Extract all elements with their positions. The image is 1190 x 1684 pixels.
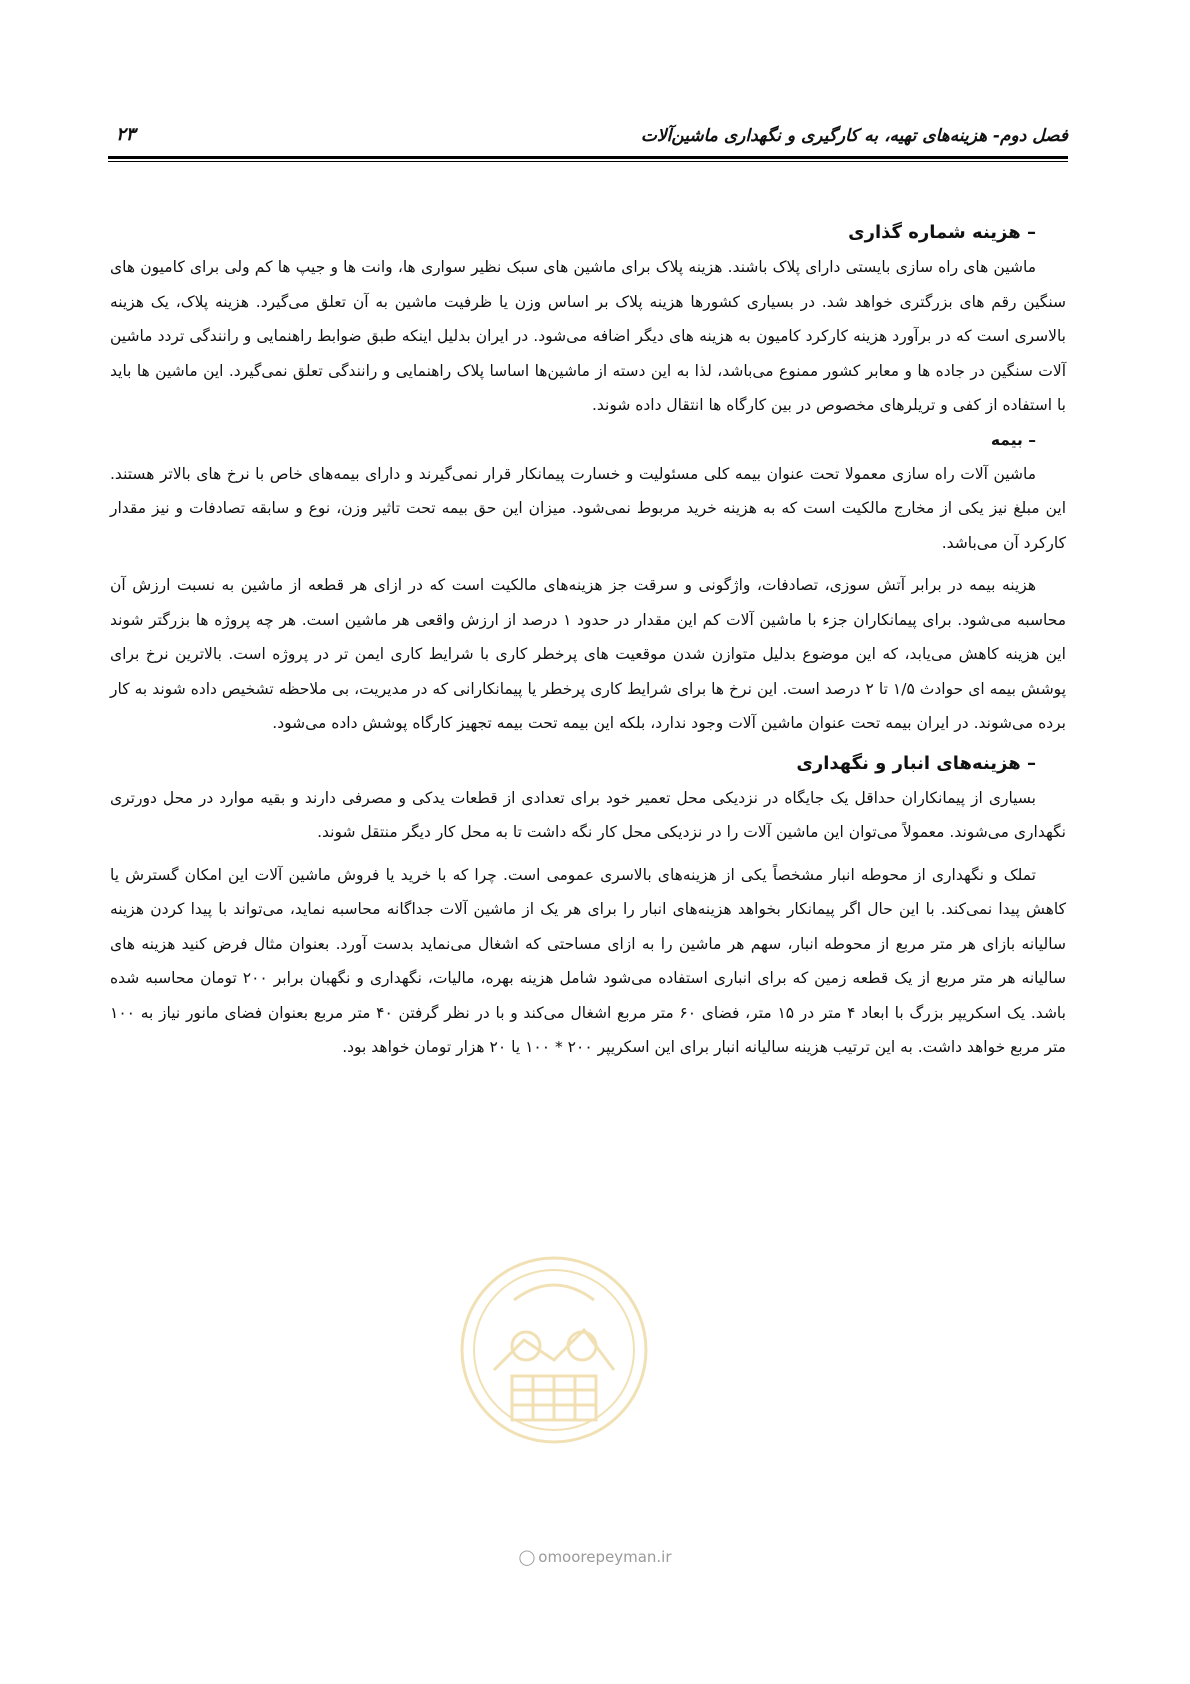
section-heading-plate: – هزینه شماره گذاری bbox=[848, 222, 1036, 243]
paragraph-storage-2: تملک و نگهداری از محوطه انبار مشخصاً یکی از هزینه‌های بالاسری عمومی است. چرا که با خرید یا فروش ماشین آلات این امکان گسترش یا کاهش پیدا نمی‌کند. با این حال اگر پیمانکار بخواهد هزینه‌های انبار را برای هر یک از ماشین آلات جداگانه محاسبه نماید، می‌تواند با پیدا کردن هزینه سالیانه بازای هر متر مربع از محوطه انبار، سهم هر ماشین را به ازای مساحتی که اشغال می‌نماید بدست آورد. بعنوان مثال فرض کنید هزینه های سالیانه هر متر مربع از یک قطعه زمین که برای انباری استفاده می‌شود شامل هزینه بهره، مالیات، نگهداری و نگهبان برابر ۲۰۰ تومان محاسبه شده باشد. یک اسکریپر بزرگ با ابعاد ۴ متر در ۱۵ متر، فضای ۶۰ متر مربع اشغال می‌کند و با در نظر گرفتن ۴۰ متر مربع بعنوان فضای مانور نیاز به ۱۰۰ متر مربع خواهد داشت. به این ترتیب هزینه سالیانه انبار برای این اسکریپر ۲۰۰ * ۱۰۰ یا ۲۰ هزار تومان خواهد بود. bbox=[110, 865, 1066, 1056]
page-number: ۲۳ bbox=[116, 124, 136, 145]
header-divider-thin bbox=[108, 161, 1068, 162]
paragraph-insurance-1: ماشین آلات راه سازی معمولا تحت عنوان بیمه کلی مسئولیت و خسارت پیمانکار قرار نمی‌گیرند و دارای بیمه‌های خاص با نرخ های بالاتر هستند. این مبلغ نیز یکی از مخارج مالکیت است که به هزینه خرید مربوط نمی‌شود. میزان این حق بیمه تحت تاثیر وزن، نوع و سابقه تصادفات و نیز مقدار کارکرد آن می‌باشد. bbox=[110, 464, 1066, 552]
paragraph-insurance-2: هزینه بیمه در برابر آتش سوزی، تصادفات، واژگونی و سرقت جز هزینه‌های مالکیت است که در ازای هر قطعه از ماشین به نسبت ارزش آن محاسبه می‌شود. برای پیمانکاران جزء با ماشین آلات کم این مقدار در حدود ۱ درصد از ارزش واقعی هر ماشین است. هر چه پروژه ها بزرگتر شوند این هزینه کاهش می‌یابد، که این موضوع بدلیل متوازن شدن موقعیت های پرخطر کاری با شرایط کاری ایمن تر در پروژه است. بالاترین نرخ برای پوشش بیمه ای حوادث ۱/۵ تا ۲ درصد است. این نرخ ها برای شرایط کاری پرخطر یا پیمانکارانی که در مدیریت، بی ملاحظه تشخیص داده شوند به کار برده می‌شوند. در ایران بیمه تحت عنوان ماشین آلات وجود ندارد، بلکه این بیمه تحت بیمه تجهیز کارگاه پوشش داده می‌شود. bbox=[110, 576, 1067, 732]
paragraph-plate: ماشین های راه سازی بایستی دارای پلاک باشند. هزینه پلاک برای ماشین های سبک نظیر سواری ها، وانت ها و جیپ ها کم ولی برای کامیون های سنگین رقم های بزرگتری خواهد شد. در بسیاری کشورها هزینه پلاک بر اساس وزن یا ظرفیت ماشین به آن تعلق می‌گیرد. هزینه پلاک، یک هزینه بالاسری است که در برآورد هزینه کارکرد کامیون به هزینه های دیگر اضافه می‌شود. در ایران بدلیل اینکه طبق ضوابط راهنمایی و رانندگی تردد ماشین آلات سنگین در جاده ها و معابر کشور ممنوع می‌باشد، لذا به این دسته از ماشین‌ها اساسا پلاک راهنمایی و رانندگی تعلق نمی‌گیرد. این ماشین ها باید با استفاده از کفی و تریلرهای مخصوص در بین کارگاه ها انتقال داده شوند. bbox=[110, 258, 1066, 414]
globe-icon: ◯ bbox=[518, 1548, 536, 1566]
watermark-url bbox=[0, 1548, 1190, 1566]
paragraph-storage-1: بسیاری از پیمانکاران حداقل یک جایگاه در نزدیکی محل تعمیر خود برای تعدادی از قطعات یدکی و مصرفی دارند و بقیه موارد در محل دورتری نگهداری می‌شوند. معمولاً می‌توان این ماشین آلات را در نزدیکی محل کار نگه داشت تا به محل کار دیگر منتقل شوند. bbox=[110, 788, 1066, 841]
chapter-title: فصل دوم- هزینه‌های تهیه، به کارگیری و نگهداری ماشین‌آلات bbox=[640, 126, 1068, 146]
watermark-seal-icon bbox=[454, 1250, 654, 1450]
watermark-url-text: omoorepeyman.ir bbox=[538, 1548, 672, 1566]
section-heading-insurance: – بیمه bbox=[990, 430, 1036, 449]
section-heading-storage: – هزینه‌های انبار و نگهداری bbox=[796, 752, 1036, 774]
running-header bbox=[108, 124, 1068, 154]
header-divider bbox=[108, 156, 1068, 159]
page-body bbox=[110, 216, 1066, 1065]
